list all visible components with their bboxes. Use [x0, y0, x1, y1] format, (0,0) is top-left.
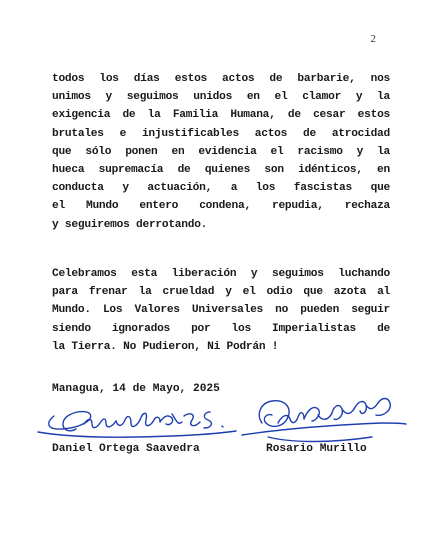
text-line: la Tierra. No Pudieron, Ni Podrán !: [52, 340, 279, 353]
signature-left: [32, 396, 244, 448]
text-line: todos los días estos actos de barbarie, nos: [52, 73, 390, 85]
text-line: siendo ignorados por los Imperialistas de: [52, 322, 390, 335]
text-line: hueca supremacía de quienes son idénticos, en: [52, 164, 390, 177]
text-line: conducta y actuación, a los fascistas que: [52, 182, 390, 195]
text-line: para frenar la crueldad y el odio que azota al: [52, 286, 390, 299]
text-line: Celebramos esta liberación y seguimos luchando: [52, 268, 390, 280]
signature-right: [232, 393, 412, 449]
text-line: Mundo. Los Valores Universales no pueden seguir: [52, 304, 390, 317]
paragraph-1: [52, 70, 390, 234]
text-line: unimos y seguimos unidos en el clamor y la: [52, 91, 390, 104]
date-line: Managua, 14 de Mayo, 2025: [52, 383, 220, 395]
page-number: 2: [370, 33, 376, 45]
signer-name-right: Rosario Murillo: [266, 443, 367, 455]
text-line: el Mundo entero condena, repudia, rechaza: [52, 200, 390, 213]
text-line: brutales e injustificables actos de atrocidad: [52, 127, 390, 140]
signer-name-left: Daniel Ortega Saavedra: [52, 443, 200, 455]
paragraph-2: [52, 265, 390, 356]
text-line: exigencia de la Familia Humana, de cesar estos: [52, 109, 390, 122]
text-line: que sólo ponen en evidencia el racismo y la: [52, 145, 390, 158]
text-line: y seguiremos derrotando.: [52, 218, 208, 231]
